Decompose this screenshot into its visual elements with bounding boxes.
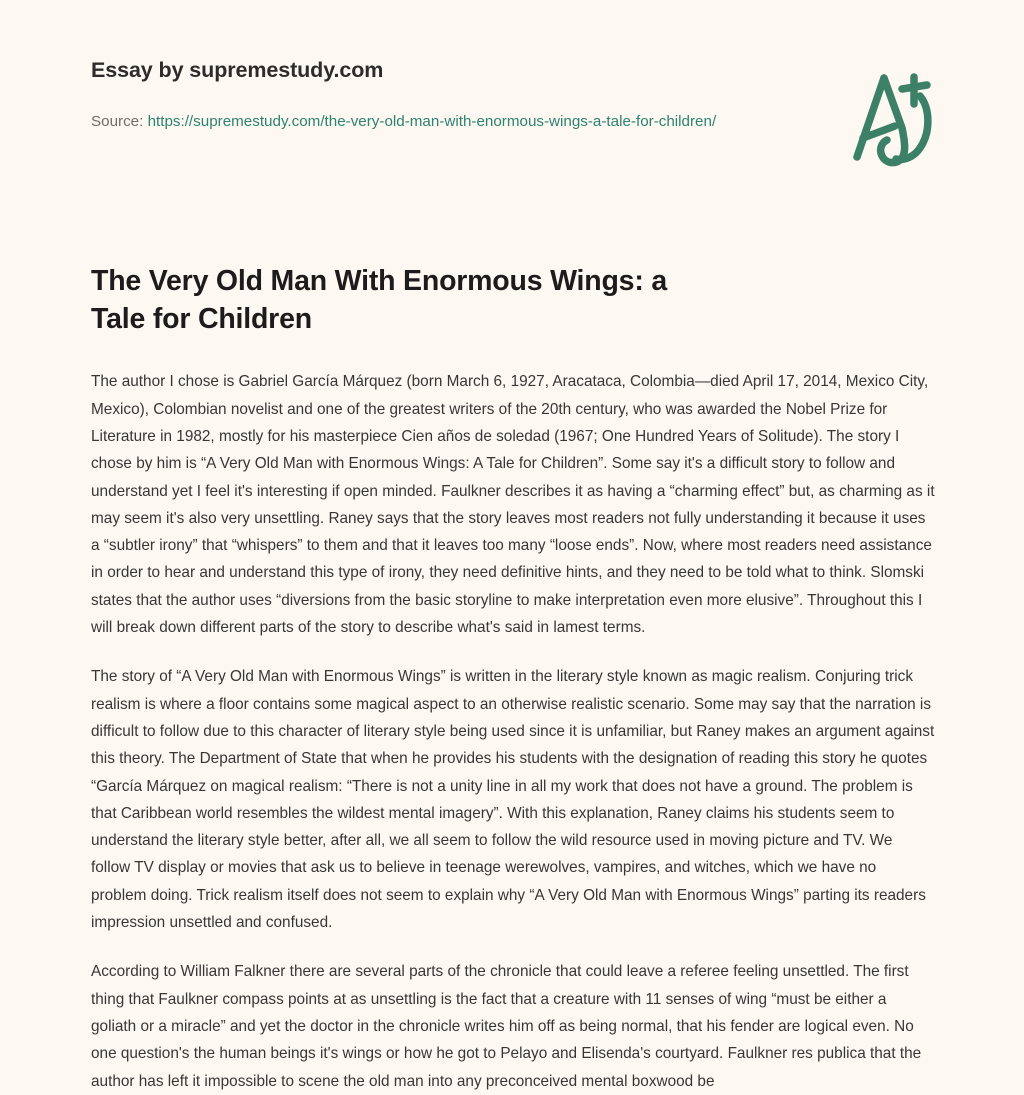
paragraph-2: The story of “A Very Old Man with Enormous Wings” is written in the literary style known as magic realism. Conjuring trick realism is where a floor contains some magical aspect to an otherwise realistic scenario. Some may say that the narration is difficult to follow due to this character of literary style being used since it is unfamiliar, but Raney makes an argument against this theory. The Department of State that when he provides his students with the designation of reading this story he quotes “García Márquez on magical realism: “There is not a unity line in all my work that does not have a ground. The problem is that Caribbean world resembles the wildest mental imagery”. With this explanation, Raney claims his students seem to understand the literary style better, after all, we all seem to follow the wild resource used in moving picture and TV. We follow TV display or movies that ask us to believe in teenage werewolves, vampires, and witches, which we have no problem doing. Trick realism itself does not seem to explain why “A Very Old Man with Enormous Wings” parting its readers impression unsettled and confused. xyxy=(91,668,935,932)
source-line xyxy=(91,110,751,135)
document-header xyxy=(0,0,1024,200)
source-label: Source: xyxy=(91,112,148,130)
essay-body xyxy=(0,338,1024,1094)
paragraph-1: The author I chose is Gabriel García Márquez (born March 6, 1927, Aracataca, Colombia—died April 17, 2014, Mexico City, Mexico), Colombian novelist and one of the greatest writers of the 20th century, who was awarded the Nobel Prize for Literature in 1982, mostly for his masterpiece Cien años de soledad (1967; One Hundred Years of Solitude). The story I chose by him is “A Very Old Man with Enormous Wings: A Tale for Children”. Some say it's a difficult story to follow and understand yet I feel it's interesting if open minded. Faulkner describes it as having a “charming effect” but, as charming as it may seem it's also very unsettling. Raney says that the story leaves most readers not fully understanding it because it uses a “subtler irony” that “whispers” to them and that it leaves too many “loose ends”. Now, where most readers need assistance in order to hear and understand this type of irony, they need definitive hints, and they need to be told what to think. Slomski states that the author uses “diversions from the basic storyline to make interpretation even more elusive”. Throughout this I will break down different parts of the story to describe what's said in lamest terms. xyxy=(91,373,935,637)
page-title: The Very Old Man With Enormous Wings: a Tale for Children xyxy=(91,265,667,336)
paragraph-3: According to William Falkner there are several parts of the chronicle that could leave a referee feeling unsettled. The first thing that Faulkner compass points at as unsettling is the fact that a creature with 11 senses of wing “must be either a goliath or a miracle” and yet the doctor in the chronicle writes him off as being normal, that his fender are logical even. No one question's the human beings it's wings or how he got to Pelayo and Elisenda's courtyard. Faulkner res publica that the author has left it impossible to scene the old man into any preconceived mental boxwood be xyxy=(91,963,922,1090)
essay-byline: Essay by supremestudy.com xyxy=(91,58,384,82)
source-url-link[interactable]: https://supremestudy.com/the-very-old-man-with-enormous-wings-a-tale-for-children/ xyxy=(147,112,717,130)
